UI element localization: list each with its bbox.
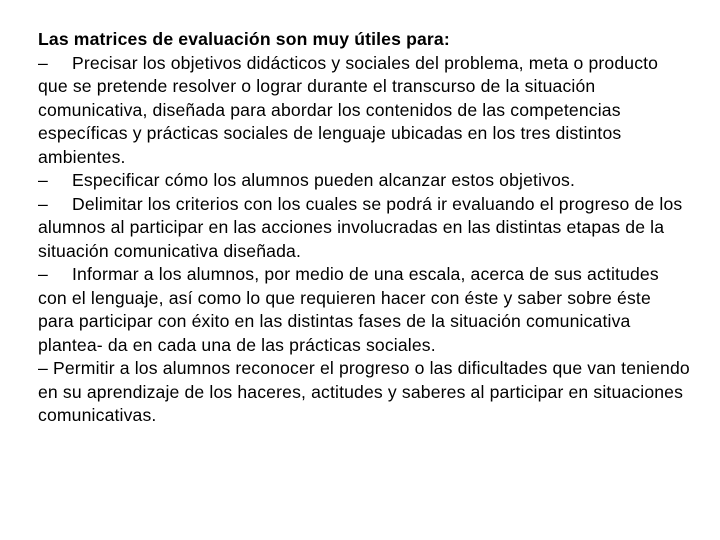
slide-title: Las matrices de evaluación son muy útiles para:: [38, 29, 450, 49]
bullet-dash: –: [38, 358, 48, 378]
bullet-dash: –: [38, 170, 48, 190]
list-item-text: Precisar los objetivos didácticos y sociales del problema, meta o producto que se pretende resolver o lograr durante el transcurso de la situación comunicativa, diseñada para abordar los contenidos de las competencias específicas y prácticas sociales de lenguaje ubicadas en los tres distintos ambientes.: [38, 52, 659, 167]
list-item-text: Especificar cómo los alumnos pueden alcanzar estos objetivos.: [72, 170, 576, 190]
bullet-dash: –: [38, 52, 48, 73]
list-item-2: [38, 169, 690, 193]
list-item-5: [38, 357, 690, 428]
slide-body: [38, 28, 690, 428]
list-item-4: [38, 263, 690, 357]
list-item-text: Delimitar los criterios con los cuales se podrá ir evaluando el progreso de los alumnos al participar en las acciones involucradas en las distintas etapas de la situación comunicativa diseñada.: [38, 193, 683, 261]
bullet-dash: –: [38, 264, 48, 284]
list-item-text: Permitir a los alumnos reconocer el progreso o las dificultades que van teniendo en su aprendizaje de los haceres, actitudes y saberes al participar en situaciones comunicativas.: [38, 358, 690, 425]
list-item-text: Informar a los alumnos, por medio de una escala, acerca de sus actitudes con el lenguaje, así como lo que requieren hacer con éste y saber sobre éste para participar con éxito en las distintas fases de la situación comunicativa plantea- da en cada una de las prácticas sociales.: [38, 264, 659, 355]
list-item-3: [38, 193, 690, 264]
bullet-dash: –: [38, 193, 48, 214]
list-item-1: [38, 52, 690, 170]
